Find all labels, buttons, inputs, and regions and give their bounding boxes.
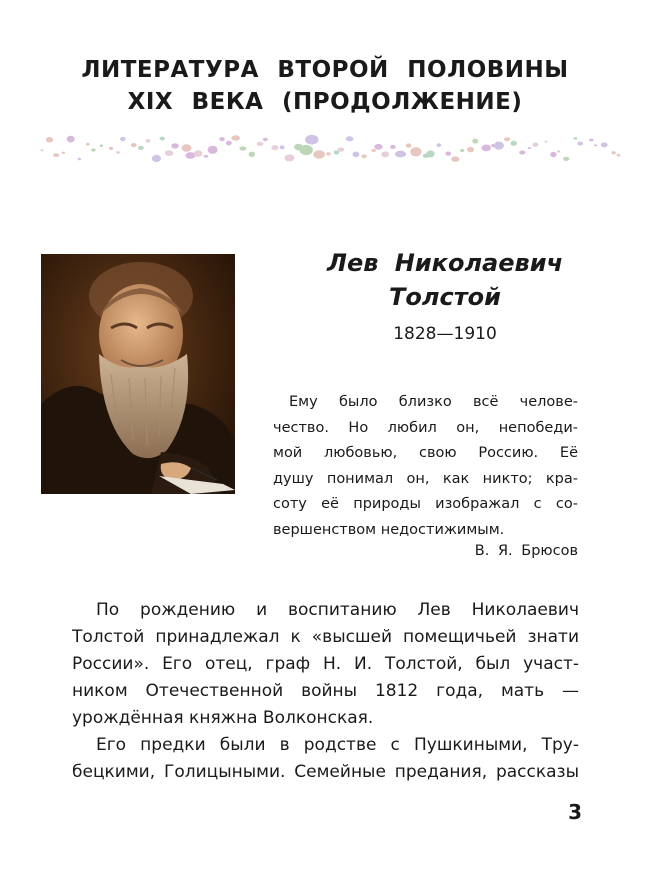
decorative-dot <box>557 150 560 152</box>
author-name-first-line: Лев Николаевич <box>327 249 563 277</box>
decorative-dot-border <box>36 128 626 170</box>
decorative-dot <box>460 149 464 152</box>
decorative-dot <box>131 143 137 147</box>
decorative-dot <box>361 154 366 158</box>
decorative-dot <box>78 158 82 161</box>
decorative-dot <box>109 147 113 150</box>
decorative-dot <box>381 151 389 157</box>
body-text <box>72 597 579 786</box>
decorative-dot <box>528 147 531 149</box>
decorative-dot <box>152 155 161 162</box>
decorative-dot <box>182 144 192 151</box>
decorative-dot <box>231 135 240 140</box>
decorative-dot <box>594 144 597 146</box>
decorative-dot <box>577 142 583 146</box>
epigraph-line: Ему было близко всё челове- <box>289 394 578 410</box>
body-text-line: ником Отечественной войны 1812 года, мать — <box>72 681 579 701</box>
decorative-dot <box>257 142 264 146</box>
decorative-dot <box>285 154 295 161</box>
decorative-dot <box>353 152 360 158</box>
decorative-dot <box>467 147 474 152</box>
decorative-dot <box>194 150 203 157</box>
decorative-dot <box>337 148 344 152</box>
epigraph-line: соту её природы изображал с со- <box>273 496 578 512</box>
decorative-dot <box>374 144 382 150</box>
decorative-dot <box>573 137 577 140</box>
decorative-dot <box>472 139 478 144</box>
epigraph-line: вершенством недостижимым. <box>273 521 505 538</box>
decorative-dot <box>263 138 268 142</box>
decorative-dot <box>545 141 548 143</box>
decorative-dot <box>550 152 556 157</box>
decorative-dot <box>305 135 318 145</box>
decorative-dot <box>249 152 255 157</box>
section-heading-line-1: ЛИТЕРАТУРА ВТОРОЙ ПОЛОВИНЫ <box>81 57 569 83</box>
body-text-line: По рождению и воспитанию Лев Николаевич <box>96 600 579 620</box>
decorative-dot <box>86 143 90 146</box>
decorative-dot <box>390 145 396 149</box>
decorative-dot <box>226 141 232 146</box>
decorative-dot <box>219 137 225 141</box>
author-portrait <box>41 254 235 494</box>
decorative-dot <box>204 155 209 158</box>
decorative-dot <box>91 149 96 152</box>
author-name-last-line: Толстой <box>389 283 501 311</box>
page-number: 3 <box>568 800 582 824</box>
section-heading <box>0 54 650 118</box>
decorative-dot <box>601 142 608 147</box>
decorative-dot <box>146 139 151 143</box>
section-heading-line-2: XIX ВЕКА (ПРОДОЛЖЕНИЕ) <box>127 89 523 115</box>
decorative-dot <box>451 156 459 162</box>
decorative-dot <box>67 136 75 143</box>
decorative-dot <box>533 143 539 147</box>
decorative-dot <box>346 136 354 141</box>
body-text-line: бецкими, Голицыными. Семейные предания, рассказы <box>72 762 579 782</box>
body-text-line: Толстой принадлежал к «высшей помещичьей знати <box>72 627 579 647</box>
body-text-line: России». Его отец, граф Н. И. Толстой, был участ- <box>72 654 579 674</box>
decorative-dot <box>406 143 412 147</box>
decorative-dot <box>563 157 569 161</box>
decorative-dot <box>410 147 421 156</box>
decorative-dot <box>426 150 434 157</box>
decorative-dot <box>41 149 44 151</box>
decorative-dot <box>589 139 594 142</box>
decorative-dot <box>160 137 165 141</box>
epigraph-quote <box>273 390 578 543</box>
body-text-line: урождённая княжна Волконская. <box>72 708 374 728</box>
decorative-dot <box>510 141 517 146</box>
decorative-dot <box>504 137 510 141</box>
decorative-dot <box>138 146 144 150</box>
decorative-dot <box>100 144 103 147</box>
decorative-dot <box>494 142 504 150</box>
decorative-dot <box>239 146 246 150</box>
decorative-dot <box>208 146 218 154</box>
author-life-dates: 1828—1910 <box>393 324 497 344</box>
decorative-dot <box>519 151 525 155</box>
decorative-dot <box>120 137 126 141</box>
decorative-dot <box>395 151 406 158</box>
decorative-dot <box>445 152 451 156</box>
epigraph-author: В. Я. Брюсов <box>474 543 578 559</box>
decorative-dot <box>617 154 621 157</box>
epigraph-line: мой любовью, свою Россию. Её <box>273 445 578 461</box>
decorative-dot <box>46 137 53 142</box>
decorative-dot <box>280 145 285 149</box>
decorative-dot <box>437 143 442 147</box>
decorative-dot <box>171 143 179 148</box>
decorative-dot <box>62 152 65 154</box>
decorative-dot <box>116 151 120 153</box>
decorative-dot <box>326 152 331 155</box>
decorative-dot <box>271 145 278 150</box>
decorative-dot <box>53 153 59 157</box>
epigraph-line: чество. Но любил он, непобеди- <box>273 419 578 436</box>
decorative-dot <box>313 150 325 158</box>
epigraph-line: душу понимал он, как никто; кра- <box>273 470 578 487</box>
decorative-dot <box>165 150 174 156</box>
decorative-dot <box>481 145 491 152</box>
decorative-dot <box>611 151 615 154</box>
body-text-line: Его предки были в родстве с Пушкиными, Тру- <box>96 735 579 755</box>
decorative-dot <box>371 149 376 152</box>
decorative-dot <box>300 145 313 155</box>
